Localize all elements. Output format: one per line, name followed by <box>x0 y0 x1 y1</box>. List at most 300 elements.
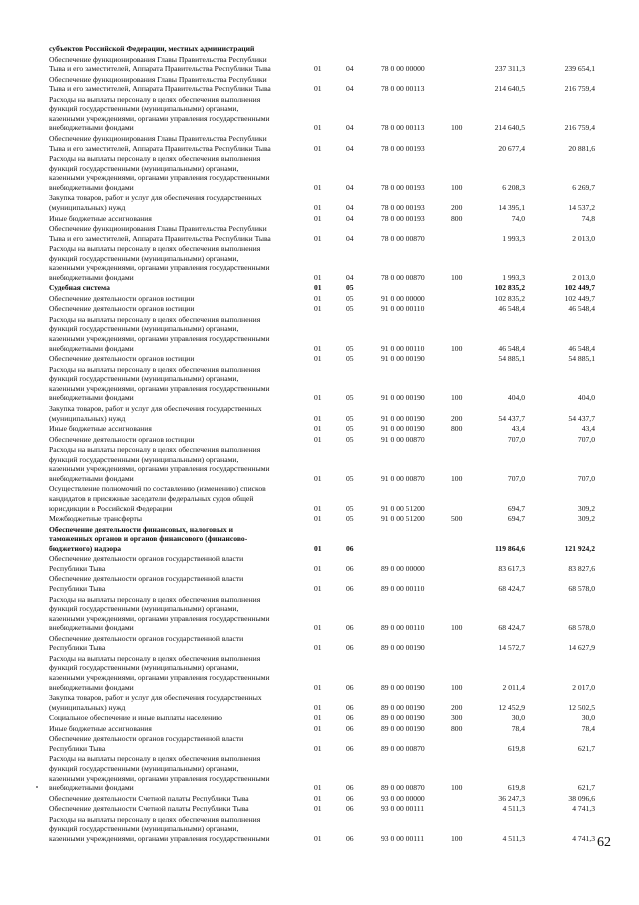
amount-year-1: 1 993,3 <box>502 272 525 282</box>
target-article-code: 78 0 00 00193 <box>381 213 425 223</box>
table-row <box>0 724 639 734</box>
subsection-code: 06 <box>346 682 354 692</box>
description-line: казенными учреждениями, органами управления государственными <box>49 173 270 183</box>
row-description <box>49 214 311 224</box>
amount-year-1: 214 640,5 <box>494 84 525 94</box>
table-row <box>0 214 639 224</box>
description-line: функций государственными (муниципальными) органами, <box>49 824 239 834</box>
amount-year-2: 102 449,7 <box>564 283 595 293</box>
subsection-code: 04 <box>346 233 354 243</box>
target-article-code: 89 0 00 00110 <box>381 623 425 633</box>
expense-type-code: 800 <box>451 723 463 733</box>
description-line: Закупка товаров, работ и услуг для обеспечения государственных <box>49 693 262 703</box>
table-row <box>0 445 639 483</box>
target-article-code: 78 0 00 00870 <box>381 272 425 282</box>
target-article-code: 91 0 00 00190 <box>381 413 425 423</box>
section-code: 01 <box>314 743 322 753</box>
amount-year-2: 4 741,3 <box>572 833 595 843</box>
amount-year-2: 78,4 <box>581 723 595 733</box>
table-row <box>0 525 639 554</box>
description-line: Обеспечение деятельности органов юстиции <box>49 434 195 444</box>
amount-year-1: 74,0 <box>511 213 525 223</box>
amount-year-1: 6 208,3 <box>502 182 525 192</box>
row-description <box>49 44 311 54</box>
target-article-code: 78 0 00 00193 <box>381 143 425 153</box>
amount-year-1: 102 835,2 <box>494 283 525 293</box>
target-article-code: 91 0 00 00870 <box>381 473 425 483</box>
subsection-code: 04 <box>346 202 354 212</box>
amount-year-2: 14 627,9 <box>568 643 595 653</box>
description-line: кандидатов в присяжные заседатели федеральных судов общей <box>49 493 254 503</box>
target-article-code: 78 0 00 00193 <box>381 182 425 192</box>
section-code: 01 <box>314 623 322 633</box>
subsection-code: 06 <box>346 804 354 814</box>
table-row <box>0 734 639 753</box>
table-row <box>0 794 639 804</box>
table-row <box>0 294 639 304</box>
target-article-code: 78 0 00 00193 <box>381 202 425 212</box>
description-line: Обеспечение деятельности органов государственной власти <box>49 574 244 584</box>
description-line: казенными учреждениями, органами управления государственными <box>49 833 270 843</box>
description-line: Расходы на выплаты персоналу в целях обеспечения выполнения <box>49 653 261 663</box>
description-line: функций государственными (муниципальными) органами, <box>49 253 239 263</box>
row-description <box>49 224 311 243</box>
section-code: 01 <box>314 713 322 723</box>
section-code: 01 <box>314 503 322 513</box>
section-code: 01 <box>314 473 322 483</box>
subsection-code: 06 <box>346 583 354 593</box>
amount-year-1: 237 311,3 <box>494 64 525 74</box>
amount-year-1: 46 548,4 <box>498 304 525 314</box>
description-line: внебюджетными фондами <box>49 272 134 282</box>
description-line: Расходы на выплаты персоналу в целях обеспечения выполнения <box>49 364 261 374</box>
section-code: 01 <box>314 304 322 314</box>
description-line: Республики Тыва <box>49 743 106 753</box>
expense-type-code: 100 <box>451 343 463 353</box>
description-line: внебюджетными фондами <box>49 473 134 483</box>
row-description <box>49 595 311 633</box>
description-line: функций государственными (муниципальными) органами, <box>49 324 239 334</box>
amount-year-1: 36 247,3 <box>498 793 525 803</box>
description-line: Республики Тыва <box>49 583 106 593</box>
row-description <box>49 294 311 304</box>
table-row <box>0 154 639 192</box>
row-description <box>49 134 311 153</box>
target-article-code: 91 0 00 51200 <box>381 514 425 524</box>
description-line: Судебная система <box>49 283 110 293</box>
target-article-code: 91 0 00 00000 <box>381 293 425 303</box>
description-line: функций государственными (муниципальными) органами, <box>49 663 239 673</box>
description-line: Тыва и его заместителей, Аппарата Правительства Республики Тыва <box>49 233 271 243</box>
row-description <box>49 693 311 712</box>
description-line: Осуществление полномочий по составлению (изменению) списков <box>49 484 266 494</box>
description-line: Обеспечение деятельности органов юстиции <box>49 304 195 314</box>
subsection-code: 04 <box>346 123 354 133</box>
amount-year-1: 14 395,1 <box>498 202 525 212</box>
table-row <box>0 224 639 243</box>
table-row <box>0 365 639 403</box>
amount-year-2: 2 013,0 <box>572 233 595 243</box>
row-description <box>49 435 311 445</box>
subsection-code: 06 <box>346 723 354 733</box>
description-line: Республики Тыва <box>49 643 106 653</box>
amount-year-2: 216 759,4 <box>564 123 595 133</box>
description-line: Обеспечение деятельности Счетной палаты Республики Тыва <box>49 804 249 814</box>
description-line: внебюджетными фондами <box>49 623 134 633</box>
description-line: Иные бюджетные ассигнования <box>49 213 152 223</box>
description-line: Расходы на выплаты персоналу в целях обеспечения выполнения <box>49 244 261 254</box>
section-code: 01 <box>314 84 322 94</box>
target-article-code: 91 0 00 00190 <box>381 354 425 364</box>
row-description <box>49 734 311 753</box>
target-article-code: 93 0 00 00111 <box>381 833 425 843</box>
amount-year-1: 14 572,7 <box>498 643 525 653</box>
amount-year-1: 619,8 <box>507 783 525 793</box>
description-line: Закупка товаров, работ и услуг для обеспечения государственных <box>49 193 262 203</box>
table-row <box>0 554 639 573</box>
section-code: 01 <box>314 804 322 814</box>
row-description <box>49 525 311 554</box>
target-article-code: 91 0 00 00190 <box>381 424 425 434</box>
target-article-code: 89 0 00 00190 <box>381 643 425 653</box>
section-code: 01 <box>314 202 322 212</box>
description-line: казенными учреждениями, органами управления государственными <box>49 263 270 273</box>
amount-year-1: 102 835,2 <box>494 293 525 303</box>
description-line: функций государственными (муниципальными) органами, <box>49 604 239 614</box>
amount-year-1: 214 640,5 <box>494 123 525 133</box>
amount-year-1: 54 885,1 <box>498 354 525 364</box>
description-line: Обеспечение функционирования Главы Правительства Республики <box>49 74 267 84</box>
amount-year-1: 68 424,7 <box>498 583 525 593</box>
table-row <box>0 595 639 633</box>
description-line: Обеспечение деятельности органов юстиции <box>49 293 195 303</box>
table-row <box>0 574 639 593</box>
description-line: функций государственными (муниципальными) органами, <box>49 163 239 173</box>
amount-year-1: 707,0 <box>507 434 525 444</box>
table-row <box>0 815 639 844</box>
description-line: казенными учреждениями, органами управления государственными <box>49 673 270 683</box>
row-description <box>49 193 311 212</box>
target-article-code: 89 0 00 00000 <box>381 563 425 573</box>
subsection-code: 05 <box>346 503 354 513</box>
description-line: функций государственными (муниципальными) органами, <box>49 454 239 464</box>
description-line: Расходы на выплаты персоналу в целях обеспечения выполнения <box>49 814 261 824</box>
section-code: 01 <box>314 293 322 303</box>
subsection-code: 06 <box>346 623 354 633</box>
description-line: функций государственными (муниципальными) органами, <box>49 374 239 384</box>
table-row <box>0 654 639 692</box>
row-description <box>49 244 311 282</box>
amount-year-1: 12 452,9 <box>498 702 525 712</box>
section-code: 01 <box>314 64 322 74</box>
amount-year-2: 43,4 <box>581 424 595 434</box>
amount-year-2: 68 578,0 <box>568 583 595 593</box>
subsection-code: 06 <box>346 783 354 793</box>
subsection-code: 06 <box>346 713 354 723</box>
description-line: внебюджетными фондами <box>49 682 134 692</box>
subsection-code: 05 <box>346 424 354 434</box>
expense-type-code: 100 <box>451 682 463 692</box>
description-line: Межбюджетные трансферты <box>49 514 142 524</box>
amount-year-1: 68 424,7 <box>498 623 525 633</box>
description-line: казенными учреждениями, органами управления государственными <box>49 464 270 474</box>
amount-year-2: 239 654,1 <box>564 64 595 74</box>
description-line: Обеспечение деятельности органов государственной власти <box>49 633 244 643</box>
target-article-code: 89 0 00 00190 <box>381 702 425 712</box>
amount-year-1: 43,4 <box>511 424 525 434</box>
row-description <box>49 484 311 513</box>
row-description <box>49 724 311 734</box>
section-code: 01 <box>314 283 322 293</box>
description-line: Иные бюджетные ассигнования <box>49 723 152 733</box>
amount-year-2: 102 449,7 <box>564 293 595 303</box>
description-line: Расходы на выплаты персоналу в целях обеспечения выполнения <box>49 94 261 104</box>
target-article-code: 89 0 00 00870 <box>381 743 425 753</box>
subsection-code: 05 <box>346 473 354 483</box>
row-description <box>49 75 311 94</box>
description-line: Тыва и его заместителей, Аппарата Правительства Республики Тыва <box>49 84 271 94</box>
table-row <box>0 424 639 434</box>
expense-type-code: 500 <box>451 514 463 524</box>
subsection-code: 05 <box>346 393 354 403</box>
row-description <box>49 514 311 524</box>
expense-type-code: 100 <box>451 393 463 403</box>
table-row <box>0 693 639 712</box>
table-row <box>0 244 639 282</box>
description-line: казенными учреждениями, органами управления государственными <box>49 113 270 123</box>
row-description <box>49 654 311 692</box>
subsection-code: 06 <box>346 643 354 653</box>
description-line: юрисдикции в Российской Федерации <box>49 503 173 513</box>
amount-year-2: 707,0 <box>577 434 595 444</box>
row-description <box>49 754 311 792</box>
section-code: 01 <box>314 272 322 282</box>
target-article-code: 89 0 00 00190 <box>381 713 425 723</box>
target-article-code: 78 0 00 00113 <box>381 123 425 133</box>
amount-year-2: 54 885,1 <box>568 354 595 364</box>
description-line: Расходы на выплаты персоналу в целях обеспечения выполнения <box>49 754 261 764</box>
amount-year-1: 694,7 <box>507 503 525 513</box>
section-code: 01 <box>314 702 322 712</box>
target-article-code: 91 0 00 51200 <box>381 503 425 513</box>
subsection-code: 06 <box>346 833 354 843</box>
table-row <box>0 283 639 293</box>
table-row <box>0 804 639 814</box>
subsection-code: 04 <box>346 84 354 94</box>
amount-year-2: 83 827,6 <box>568 563 595 573</box>
amount-year-1: 4 511,3 <box>502 804 525 814</box>
expense-type-code: 100 <box>451 123 463 133</box>
row-description <box>49 804 311 814</box>
expense-type-code: 200 <box>451 702 463 712</box>
row-description <box>49 304 311 314</box>
section-code: 01 <box>314 343 322 353</box>
subsection-code: 05 <box>346 304 354 314</box>
description-line: внебюджетными фондами <box>49 393 134 403</box>
table-row <box>0 134 639 153</box>
row-description <box>49 354 311 364</box>
amount-year-2: 216 759,4 <box>564 84 595 94</box>
row-description <box>49 315 311 353</box>
subsection-code: 06 <box>346 563 354 573</box>
amount-year-2: 6 269,7 <box>572 182 595 192</box>
description-line: функций государственными (муниципальными) органами, <box>49 104 239 114</box>
table-row <box>0 514 639 524</box>
section-code: 01 <box>314 413 322 423</box>
section-code: 01 <box>314 123 322 133</box>
amount-year-2: 121 924,2 <box>564 543 595 553</box>
description-line: Обеспечение деятельности органов государственной власти <box>49 554 244 564</box>
description-line: внебюджетными фондами <box>49 182 134 192</box>
amount-year-1: 707,0 <box>507 473 525 483</box>
subsection-code: 05 <box>346 354 354 364</box>
section-code: 01 <box>314 424 322 434</box>
section-code: 01 <box>314 543 322 553</box>
amount-year-2: 621,7 <box>577 783 595 793</box>
expense-type-code: 100 <box>451 473 463 483</box>
target-article-code: 93 0 00 00111 <box>381 804 425 814</box>
section-code: 01 <box>314 354 322 364</box>
amount-year-2: 46 548,4 <box>568 304 595 314</box>
table-row <box>0 713 639 723</box>
amount-year-2: 14 537,2 <box>568 202 595 212</box>
target-article-code: 89 0 00 00190 <box>381 682 425 692</box>
table-row <box>0 484 639 513</box>
subsection-code: 06 <box>346 793 354 803</box>
subsection-code: 05 <box>346 283 354 293</box>
page-number: 62 <box>597 835 611 850</box>
description-line: Тыва и его заместителей, Аппарата Правительства Республики Тыва <box>49 143 271 153</box>
target-article-code: 89 0 00 00870 <box>381 783 425 793</box>
amount-year-2: 38 096,6 <box>568 793 595 803</box>
section-code: 01 <box>314 233 322 243</box>
target-article-code: 91 0 00 00190 <box>381 393 425 403</box>
subsection-code: 05 <box>346 343 354 353</box>
expense-type-code: 800 <box>451 424 463 434</box>
amount-year-2: 2 017,0 <box>572 682 595 692</box>
description-line: внебюджетными фондами <box>49 123 134 133</box>
subsection-code: 04 <box>346 143 354 153</box>
row-description <box>49 815 311 844</box>
table-row <box>0 404 639 423</box>
amount-year-1: 4 511,3 <box>502 833 525 843</box>
target-article-code: 91 0 00 00110 <box>381 343 425 353</box>
section-code: 01 <box>314 682 322 692</box>
expense-type-code: 100 <box>451 182 463 192</box>
description-line: (муниципальных) нужд <box>49 413 126 423</box>
description-line: функций государственными (муниципальными) органами, <box>49 763 239 773</box>
section-code: 01 <box>314 583 322 593</box>
section-code: 01 <box>314 213 322 223</box>
section-code: 01 <box>314 643 322 653</box>
table-row <box>0 354 639 364</box>
amount-year-2: 30,0 <box>581 713 595 723</box>
amount-year-1: 46 548,4 <box>498 343 525 353</box>
description-line: Социальное обеспечение и иные выплаты населению <box>49 713 222 723</box>
section-code: 01 <box>314 182 322 192</box>
row-description <box>49 574 311 593</box>
section-code: 01 <box>314 723 322 733</box>
amount-year-1: 54 437,7 <box>498 413 525 423</box>
description-line: Расходы на выплаты персоналу в целях обеспечения выполнения <box>49 314 261 324</box>
row-description <box>49 404 311 423</box>
description-line: Обеспечение функционирования Главы Правительства Республики <box>49 54 267 64</box>
table-row <box>0 754 639 792</box>
description-line: казенными учреждениями, органами управления государственными <box>49 334 270 344</box>
amount-year-2: 12 502,5 <box>568 702 595 712</box>
description-line: Расходы на выплаты персоналу в целях обеспечения выполнения <box>49 154 261 164</box>
row-description <box>49 95 311 133</box>
expense-type-code: 100 <box>451 833 463 843</box>
description-line: Обеспечение функционирования Главы Правительства Республики <box>49 224 267 233</box>
row-description <box>49 794 311 804</box>
description-line: Закупка товаров, работ и услуг для обеспечения государственных <box>49 404 262 413</box>
amount-year-1: 78,4 <box>511 723 525 733</box>
description-line: казенными учреждениями, органами управления государственными <box>49 613 270 623</box>
subsection-code: 05 <box>346 413 354 423</box>
section-code: 01 <box>314 783 322 793</box>
description-line: Тыва и его заместителей, Аппарата Правительства Республики Тыва <box>49 64 271 74</box>
subsection-code: 06 <box>346 543 354 553</box>
amount-year-2: 309,2 <box>577 503 595 513</box>
description-line: внебюджетными фондами <box>49 343 134 353</box>
target-article-code: 78 0 00 00000 <box>381 64 425 74</box>
row-description <box>49 713 311 723</box>
subsection-code: 04 <box>346 272 354 282</box>
amount-year-1: 83 617,3 <box>498 563 525 573</box>
section-code: 01 <box>314 434 322 444</box>
table-row <box>0 95 639 133</box>
description-line: бюджетного) надзора <box>49 543 122 553</box>
subsection-code: 04 <box>346 64 354 74</box>
expense-type-code: 100 <box>451 272 463 282</box>
row-description <box>49 424 311 434</box>
amount-year-2: 309,2 <box>577 514 595 524</box>
expense-type-code: 800 <box>451 213 463 223</box>
description-line: Обеспечение деятельности Счетной палаты Республики Тыва <box>49 793 249 803</box>
description-line: Обеспечение деятельности органов юстиции <box>49 354 195 364</box>
amount-year-2: 621,7 <box>577 743 595 753</box>
table-row <box>0 304 639 314</box>
description-line: таможенных органов и органов финансового (финансово- <box>49 534 248 544</box>
row-description <box>49 283 311 293</box>
section-code: 01 <box>314 514 322 524</box>
description-line: внебюджетными фондами <box>49 783 134 793</box>
subsection-code: 04 <box>346 213 354 223</box>
expense-type-code: 100 <box>451 623 463 633</box>
target-article-code: 89 0 00 00110 <box>381 583 425 593</box>
amount-year-1: 2 011,4 <box>502 682 525 692</box>
amount-year-2: 707,0 <box>577 473 595 483</box>
subsection-code: 05 <box>346 434 354 444</box>
table-row <box>0 44 639 54</box>
table-row <box>0 75 639 94</box>
amount-year-2: 4 741,3 <box>572 804 595 814</box>
description-line: (муниципальных) нужд <box>49 702 126 712</box>
section-code: 01 <box>314 143 322 153</box>
table-row <box>0 634 639 653</box>
amount-year-2: 68 578,0 <box>568 623 595 633</box>
description-line: субъектов Российской Федерации, местных администраций <box>49 44 255 53</box>
section-code: 01 <box>314 563 322 573</box>
amount-year-2: 46 548,4 <box>568 343 595 353</box>
description-line: (муниципальных) нужд <box>49 202 126 212</box>
description-line: Республики Тыва <box>49 563 106 573</box>
row-description <box>49 365 311 403</box>
subsection-code: 06 <box>346 743 354 753</box>
expense-type-code: 300 <box>451 713 463 723</box>
target-article-code: 91 0 00 00870 <box>381 434 425 444</box>
